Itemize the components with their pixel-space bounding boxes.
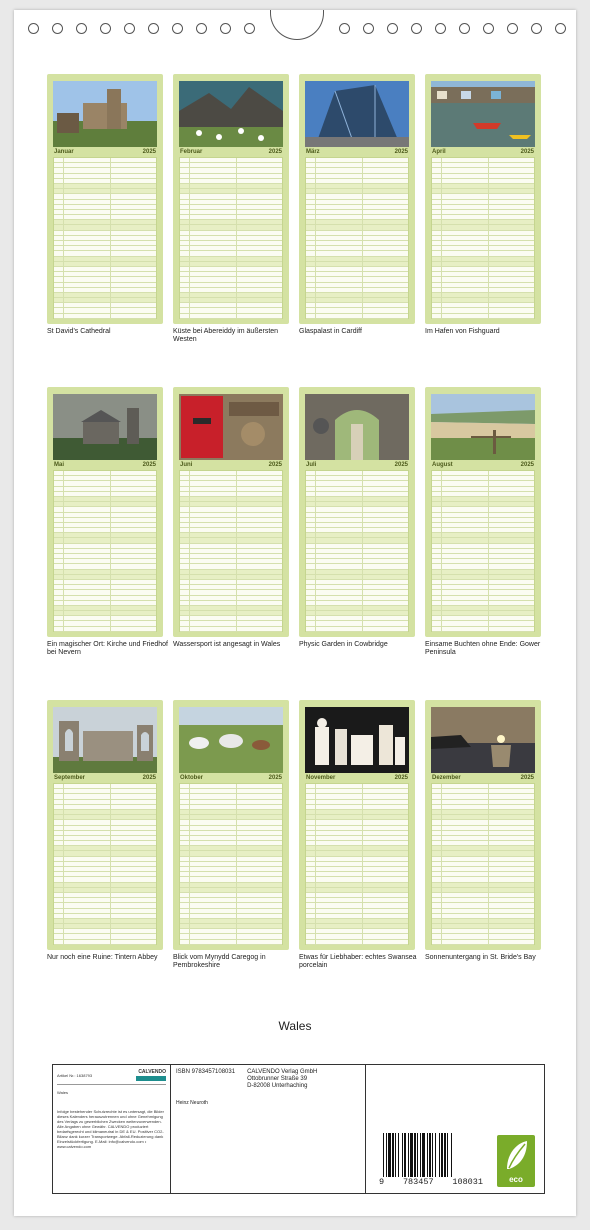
product-name: Wales	[57, 1090, 68, 1095]
month-year: 2025	[142, 462, 156, 468]
imprint-article-column	[53, 1065, 171, 1193]
day-row	[180, 940, 282, 945]
month-header	[53, 148, 157, 156]
day-row	[180, 314, 282, 319]
binding-hole	[76, 23, 87, 34]
day-grid	[305, 470, 409, 632]
binding-hole	[339, 23, 350, 34]
imprint-publisher-column	[172, 1065, 366, 1193]
month-name: März	[306, 149, 320, 155]
binding-hole	[459, 23, 470, 34]
month-panel-10	[173, 700, 289, 969]
day-grid	[179, 157, 283, 319]
day-row	[306, 627, 408, 632]
binding-hole	[124, 23, 135, 34]
month-name: Mai	[54, 462, 65, 468]
day-grid	[179, 470, 283, 632]
day-grid	[53, 783, 157, 945]
month-header	[431, 148, 535, 156]
month-name: Juni	[180, 462, 193, 468]
month-name: August	[432, 462, 453, 468]
binding-hole	[387, 23, 398, 34]
day-row	[180, 627, 282, 632]
binding-hole	[52, 23, 63, 34]
imprint-box	[52, 1064, 545, 1194]
month-header	[179, 461, 283, 469]
eco-leaf-icon	[497, 1135, 535, 1187]
sunset-photo	[431, 707, 535, 773]
month-panel-9	[47, 700, 163, 961]
month-year: 2025	[268, 462, 282, 468]
barcode-bars	[379, 1133, 483, 1179]
month-year: 2025	[268, 775, 282, 781]
horses-photo	[179, 707, 283, 773]
month-year: 2025	[142, 149, 156, 155]
month-header	[53, 774, 157, 782]
month-year: 2025	[520, 775, 534, 781]
binding-hole	[531, 23, 542, 34]
month-name: Oktober	[180, 775, 204, 781]
binding-hole	[100, 23, 111, 34]
barcode-number: 9 783457 108031	[379, 1177, 483, 1187]
harbour-photo	[431, 81, 535, 147]
day-row	[306, 940, 408, 945]
coast-flowers-photo	[179, 81, 283, 147]
hanger-cutout	[270, 10, 324, 40]
red-door-photo	[179, 394, 283, 460]
calendar-title: Wales	[278, 1019, 312, 1033]
day-row	[54, 627, 156, 632]
abbey-ruin-photo	[53, 707, 157, 773]
author-name: Heinz Neuroth	[176, 1100, 208, 1106]
day-grid	[305, 157, 409, 319]
month-panel-1	[47, 74, 163, 335]
isbn-text: ISBN 9783457108031	[176, 1069, 236, 1075]
photo-caption: Einsame Buchten ohne Ende: Gower Peninsula	[425, 641, 541, 656]
month-panel-4	[425, 74, 541, 335]
photo-caption: Im Hafen von Fishguard	[425, 328, 500, 335]
day-row	[306, 314, 408, 319]
month-name: November	[306, 775, 336, 781]
month-name: Januar	[54, 149, 74, 155]
photo-caption: Sonnenuntergang in St. Bride's Bay	[425, 954, 536, 961]
binding-hole	[411, 23, 422, 34]
month-header	[431, 774, 535, 782]
month-panel-12	[425, 700, 541, 961]
eco-label: eco	[509, 1175, 523, 1184]
binding-hole	[28, 23, 39, 34]
photo-caption: Glaspalast in Cardiff	[299, 328, 362, 335]
month-year: 2025	[394, 775, 408, 781]
photo-caption: St David's Cathedral	[47, 328, 111, 335]
day-grid	[179, 783, 283, 945]
day-grid	[305, 783, 409, 945]
day-grid	[53, 470, 157, 632]
month-year: 2025	[142, 775, 156, 781]
month-name: Juli	[306, 462, 317, 468]
calvendo-logo: CALVENDO	[136, 1069, 166, 1081]
binding-hole	[555, 23, 566, 34]
photo-caption: Wassersport ist angesagt in Wales	[173, 641, 281, 648]
binding-hole	[148, 23, 159, 34]
publisher-address: CALVENDO Verlag GmbH Ottobrunner Straße 39 D-82008 Unterhaching	[247, 1069, 318, 1089]
month-name: Februar	[180, 149, 203, 155]
month-header	[305, 148, 409, 156]
day-row	[432, 314, 534, 319]
month-year: 2025	[520, 462, 534, 468]
binding-hole	[507, 23, 518, 34]
binding-hole	[220, 23, 231, 34]
beach-photo	[431, 394, 535, 460]
month-year: 2025	[520, 149, 534, 155]
month-panel-8	[425, 387, 541, 656]
day-row	[54, 314, 156, 319]
cathedral-photo	[53, 81, 157, 147]
porcelain-photo	[305, 707, 409, 773]
binding-hole	[244, 23, 255, 34]
photo-caption: Ein magischer Ort: Kirche und Friedhof bei Nevern	[47, 641, 168, 656]
month-name: April	[432, 149, 446, 155]
month-header	[179, 774, 283, 782]
month-header	[431, 461, 535, 469]
month-header	[305, 774, 409, 782]
day-row	[432, 940, 534, 945]
photo-caption: Physic Garden in Cowbridge	[299, 641, 388, 648]
month-year: 2025	[394, 462, 408, 468]
month-year: 2025	[394, 149, 408, 155]
month-name: Dezember	[432, 775, 461, 781]
photo-caption: Blick vom Mynydd Caregog in Pembrokeshire	[173, 954, 266, 969]
month-panel-7	[299, 387, 415, 648]
month-name: September	[54, 775, 86, 781]
day-grid	[53, 157, 157, 319]
church-mist-photo	[53, 394, 157, 460]
binding-hole	[435, 23, 446, 34]
month-panel-2	[173, 74, 289, 343]
day-grid	[431, 783, 535, 945]
month-header	[179, 148, 283, 156]
month-panel-3	[299, 74, 415, 335]
day-row	[54, 940, 156, 945]
binding-hole	[196, 23, 207, 34]
photo-caption: Nur noch eine Ruine: Tintern Abbey	[47, 954, 158, 961]
photo-caption: Küste bei Abereiddy im äußersten Westen	[173, 328, 279, 343]
spiral-binding	[14, 10, 576, 50]
binding-hole	[363, 23, 374, 34]
binding-hole	[172, 23, 183, 34]
month-panel-11	[299, 700, 417, 969]
day-grid	[431, 470, 535, 632]
month-year: 2025	[268, 149, 282, 155]
calendar-sheet	[14, 10, 576, 1216]
binding-hole	[483, 23, 494, 34]
article-row	[57, 1069, 166, 1085]
month-header	[53, 461, 157, 469]
month-header	[305, 461, 409, 469]
imprint-barcode-column	[367, 1065, 545, 1193]
photo-caption: Etwas für Liebhaber: echtes Swansea porcelain	[299, 954, 417, 969]
barcode	[379, 1133, 483, 1189]
month-panel-5	[47, 387, 168, 656]
legal-text: Infolge bestehender Schutzrechte ist es untersagt, die Bilder dieses Kalenders herauszutrennen und ohne Genehmigung des Verlags zu gewerblichen Zwecken weiterzuverwenden. Alle Angaben ohne Gewähr. CALVENDO produziert bedarfsgerecht und klimaneutral in DE & EU. Positiver CO2-Bilanz dank kurzer Transportwege. Abfall-Reduzierung dank Einzelstückfertigung. E-Mail: info@calvendo.com • www.calvendo.com	[57, 1109, 164, 1149]
article-number: Artikel Nr.: 1638793	[57, 1072, 93, 1078]
garden-arch-photo	[305, 394, 409, 460]
day-row	[432, 627, 534, 632]
month-panel-6	[173, 387, 289, 648]
day-grid	[431, 157, 535, 319]
glass-building-photo	[305, 81, 409, 147]
